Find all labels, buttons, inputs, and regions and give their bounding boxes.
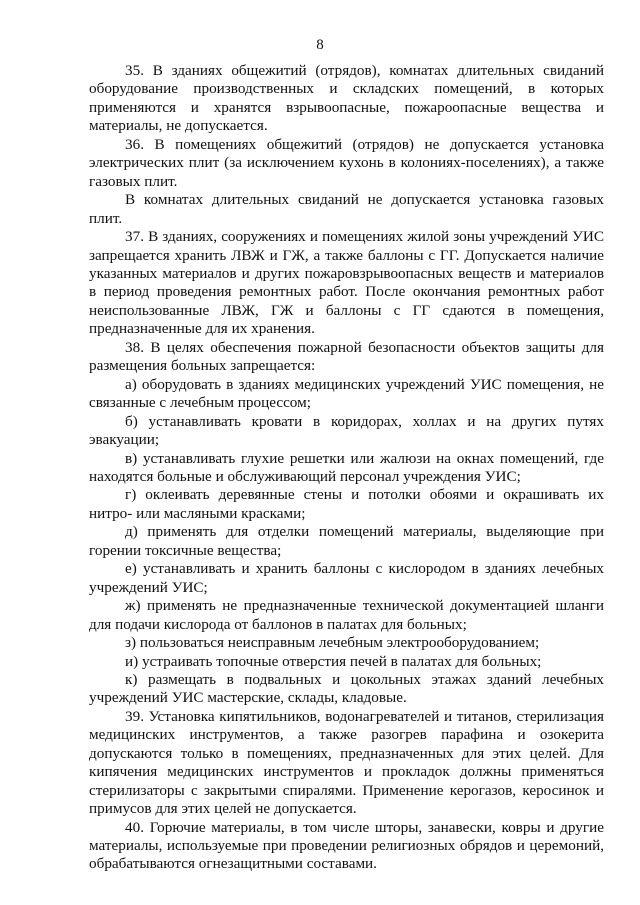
list-item-d: д) применять для отделки помещений материалы, выделяющие при горении токсичные вещества; <box>89 523 604 559</box>
list-item-b: б) устанавливать кровати в коридорах, холлах и на других путях эвакуации; <box>89 412 604 449</box>
paragraph-38: 38. В целях обеспечения пожарной безопасности объектов защиты для размещения больных запрещается: <box>89 338 604 375</box>
list-item-a: а) оборудовать в зданиях медицинских учреждений УИС помещения, не связанные с лечебным процессом; <box>89 375 604 412</box>
paragraph-37: 37. В зданиях, сооружениях и помещениях жилой зоны учреждений УИС запрещается хранить ЛВЖ и ГЖ, а также баллоны с ГГ. Допускается наличие указанных материалов и других пожаровзрывоопасных веществ и материалов в период проведения ремонтных работ. После окончания ремонтных работ неиспользованные ЛВЖ, ГЖ и баллоны с ГГ сдаются в помещения, предназначенные для их хранения. <box>89 228 604 338</box>
paragraph-36: 36. В помещениях общежитий (отрядов) не допускается установка электрических плит (за исключением кухонь в колониях-поселениях), а также газовых плит. <box>89 135 604 190</box>
list-item-v: в) устанавливать глухие решетки или жалюзи на окнах помещений, где находятся больные и обслуживающий персонал учреждения УИС; <box>89 449 604 485</box>
paragraph-36-continued: В комнатах длительных свиданий не допускается установка газовых плит. <box>89 191 604 227</box>
list-item-i: и) устраивать топочные отверстия печей в палатах для больных; <box>125 652 542 670</box>
list-item-g: г) оклеивать деревянные стены и потолки обоями и окрашивать их нитро- или масляными красками; <box>89 486 604 522</box>
document-body <box>89 62 604 874</box>
paragraph-39: 39. Установка кипятильников, водонагревателей и титанов, стерилизация медицинских инструментов, а также разогрев парафина и озокерита допускаются только в помещениях, предназначенных для этих целей. Для кипячения медицинских инструментов и прокладок должны применяться стерилизаторы с закрытыми спиралями. Применение керогазов, керосинок и примусов для этих целей не допускается. <box>89 707 604 818</box>
page-number: 8 <box>316 37 324 53</box>
list-item-z: з) пользоваться неисправным лечебным электрооборудованием; <box>125 634 540 652</box>
paragraph-35: 35. В зданиях общежитий (отрядов), комнатах длительных свиданий оборудование производственных и складских помещений, в которых применяются и хранятся взрывоопасные, пожароопасные вещества и материалы, не допускается. <box>89 62 604 135</box>
list-item-zh: ж) применять не предназначенные технической документацией шланги для подачи кислорода от баллонов в палатах для больных; <box>89 597 604 633</box>
paragraph-40: 40. Горючие материалы, в том числе шторы, занавески, ковры и другие материалы, используемые при проведении религиозных обрядов и церемоний, обрабатываются огнезащитными составами. <box>89 818 604 873</box>
list-item-k: к) размещать в подвальных и цокольных этажах зданий лечебных учреждений УИС мастерские, склады, кладовые. <box>89 670 604 707</box>
list-item-e: е) устанавливать и хранить баллоны с кислородом в зданиях лечебных учреждений УИС; <box>89 560 604 596</box>
